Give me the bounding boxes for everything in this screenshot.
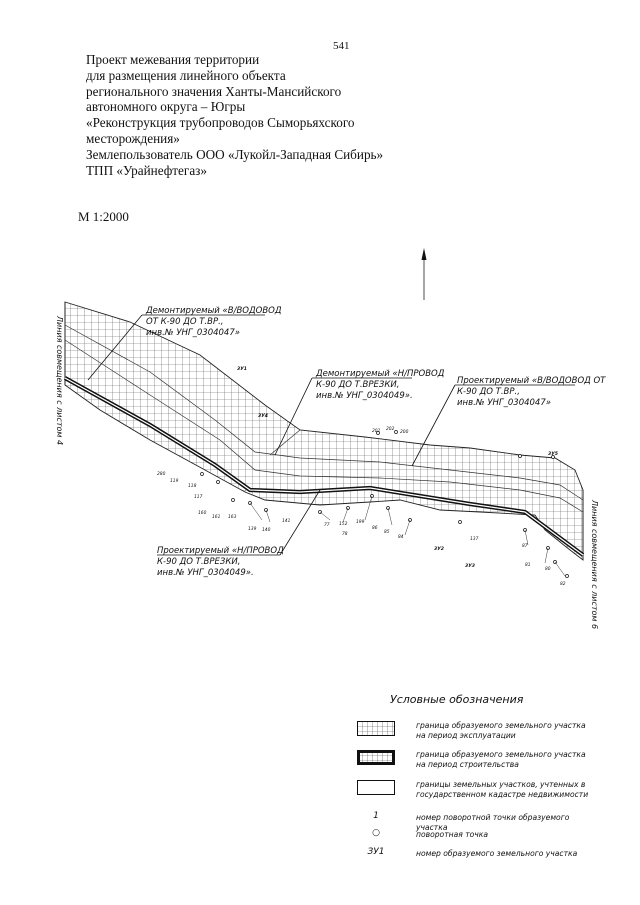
legend-symbol: ЗУ1 bbox=[367, 847, 385, 857]
point-number: 118 bbox=[188, 484, 197, 489]
legend-label: граница образуемого земельного участка на период строительства bbox=[416, 750, 586, 769]
callout-dismantled-oil-line-2: К-90 ДО Т.ВРЕЗКИ, bbox=[316, 380, 400, 390]
callout-projected-water-line-3: инв.№ УНГ_0304047» bbox=[457, 398, 551, 408]
map-scale: М 1:2000 bbox=[78, 209, 129, 224]
point-number: 160 bbox=[198, 511, 207, 516]
match-line-left-label: Линия совмещения с листом 4 bbox=[55, 316, 64, 446]
point-number: 119 bbox=[170, 479, 179, 484]
legend-swatch-hatched bbox=[357, 721, 395, 736]
legend-label: поворотная точка bbox=[416, 830, 489, 839]
legend-label: номер поворотной точки образуемого участка bbox=[416, 813, 570, 832]
plot-label: 3У5 bbox=[548, 452, 558, 457]
legend-symbol: 1 bbox=[373, 811, 379, 821]
point-number: 201 bbox=[372, 429, 381, 434]
point-number: 82 bbox=[560, 582, 566, 587]
legend-label: граница образуемого земельного участка на период эксплуатации bbox=[416, 721, 586, 740]
point-number: 199 bbox=[356, 520, 365, 525]
callout-dismantled-oil-line-3: инв.№ УНГ_0304049». bbox=[316, 391, 413, 401]
title-line: регионального значения Ханты-Мансийского bbox=[86, 83, 342, 99]
point-number: 85 bbox=[384, 530, 390, 535]
callout-dismantled-water-line-1: Демонтируемый «В/ВОДОВОД bbox=[146, 306, 282, 316]
callout-projected-oil-line-3: инв.№ УНГ_0304049». bbox=[157, 568, 254, 578]
callout-projected-oil-line-2: К-90 ДО Т.ВРЕЗКИ, bbox=[157, 557, 241, 567]
plot-label: 3У3 bbox=[465, 564, 475, 569]
north-arrow-icon bbox=[422, 248, 427, 300]
point-number: 81 bbox=[525, 563, 531, 568]
callout-dismantled-water-line-2: ОТ К-90 ДО Т.ВР., bbox=[146, 317, 224, 327]
point-number: 86 bbox=[372, 526, 378, 531]
corridor-hatched-area bbox=[65, 302, 583, 560]
legend-title: Условные обозначения bbox=[390, 693, 524, 706]
point-number: 87 bbox=[522, 544, 528, 549]
point-number: 152 bbox=[339, 522, 348, 527]
point-number: 78 bbox=[342, 532, 348, 537]
callout-dismantled-water-line-3: инв.№ УНГ_0304047» bbox=[146, 328, 240, 338]
callout-dismantled-oil-line-1: Демонтируемый «Н/ПРОВОД bbox=[316, 369, 445, 379]
legend-symbol: ○ bbox=[372, 828, 380, 838]
legend-label: границы земельных участков, учтенных в государственном кадастре недвижимости bbox=[416, 780, 589, 799]
plot-label: 3У4 bbox=[258, 414, 268, 419]
legend-label: номер образуемого земельного участка bbox=[416, 849, 578, 858]
point-number: 80 bbox=[545, 567, 551, 572]
title-line: автономного округа – Югры bbox=[86, 99, 246, 115]
title-line: для размещения линейного объекта bbox=[86, 67, 286, 83]
point-number: 117 bbox=[194, 495, 203, 500]
legend-swatch-plain bbox=[357, 780, 395, 795]
point-number: 77 bbox=[324, 523, 330, 528]
callout-projected-water-line-2: К-90 ДО Т.ВР., bbox=[457, 387, 520, 397]
plot-label: 3У1 bbox=[237, 367, 247, 372]
point-number: 200 bbox=[400, 430, 409, 435]
point-number: 280 bbox=[157, 472, 166, 477]
title-line: Землепользователь ООО «Лукойл-Западная Сибирь» bbox=[86, 146, 384, 162]
point-number: 202 bbox=[386, 427, 395, 432]
match-line-right-label: Линия совмещения с листом 6 bbox=[590, 500, 599, 630]
title-line: месторождения» bbox=[86, 130, 180, 146]
title-line: «Реконструкция трубопроводов Сыморьяхского bbox=[86, 115, 355, 131]
legend-swatch-thick bbox=[357, 750, 395, 765]
point-number: 139 bbox=[248, 527, 257, 532]
point-number: 163 bbox=[228, 515, 237, 520]
point-number: 140 bbox=[262, 528, 271, 533]
callout-projected-oil-line-1: Проектируемый «Н/ПРОВОД bbox=[157, 546, 284, 556]
title-line: Проект межевания территории bbox=[86, 52, 260, 67]
callout-projected-water-line-1: Проектируемый «В/ВОДОВОД ОТ bbox=[457, 376, 606, 386]
plot-label: 3У2 bbox=[434, 547, 444, 552]
point-number: 141 bbox=[282, 519, 291, 524]
point-number: 137 bbox=[470, 537, 479, 542]
point-number: 161 bbox=[212, 515, 221, 520]
title-line: ТПП «Урайнефтегаз» bbox=[86, 162, 207, 178]
page-number: 541 bbox=[333, 40, 350, 52]
point-number: 84 bbox=[398, 535, 404, 540]
